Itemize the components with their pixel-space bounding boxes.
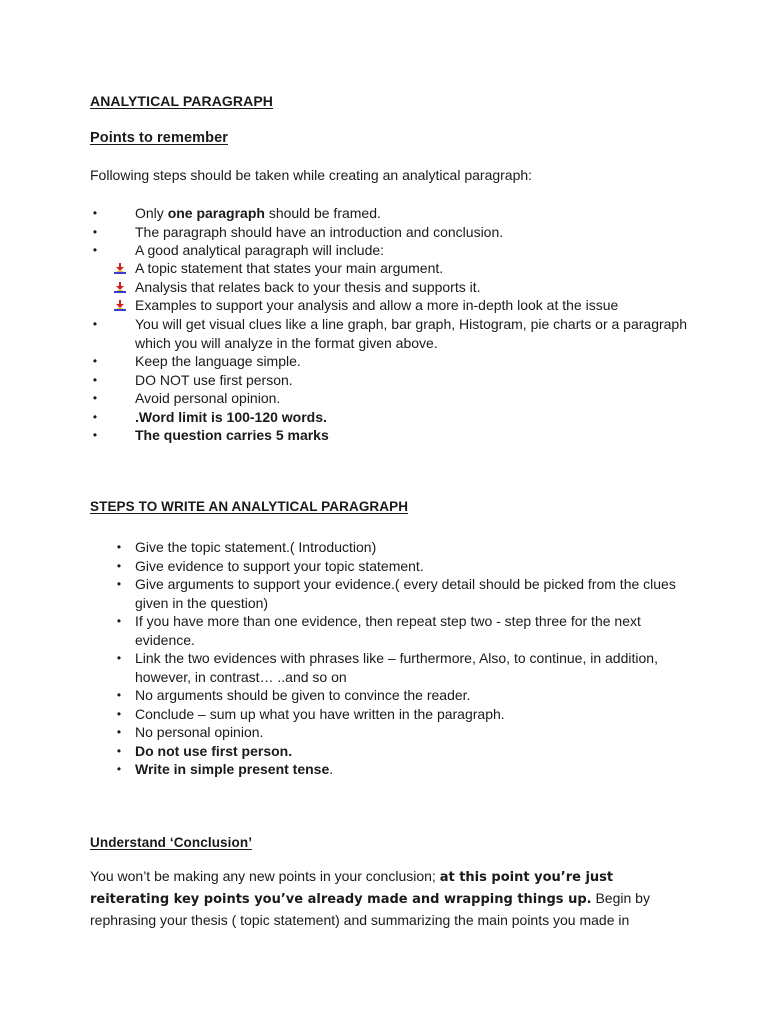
bullet-icon: • <box>92 428 98 442</box>
steps-heading: STEPS TO WRITE AN ANALYTICAL PARAGRAPH <box>90 499 409 514</box>
bullet-icon: • <box>116 688 122 702</box>
points-heading: Points to remember <box>90 130 228 146</box>
conclusion-text-post: Begin by rephrasing your thesis ( topic statement) and summarizing the main points you made in <box>90 890 650 928</box>
document-title: ANALYTICAL PARAGRAPH <box>90 93 273 109</box>
list-item <box>90 723 690 742</box>
list-item <box>90 686 690 705</box>
list-item <box>90 557 690 576</box>
points-list-2 <box>90 315 690 445</box>
point-text: The paragraph should have an introduction and conclusion. <box>135 223 504 240</box>
bullet-icon: • <box>116 614 122 628</box>
point-text: Only <box>135 205 168 221</box>
list-item <box>90 204 690 223</box>
step-text: Give the topic statement.( Introduction) <box>135 539 377 555</box>
bullet-icon: • <box>92 354 98 368</box>
bullet-icon: • <box>116 558 122 573</box>
conclusion-paragraph <box>90 866 690 930</box>
bullet-icon: • <box>92 224 98 239</box>
subpoint-text: A topic statement that states your main argument. <box>135 260 444 276</box>
list-item <box>90 649 690 686</box>
point-text: DO NOT use first person. <box>135 371 293 388</box>
point-bold-text: one paragraph <box>167 205 265 221</box>
bullet-icon: • <box>92 243 98 257</box>
conclusion-text-pre: You won’t be making any new points in your conclusion; <box>90 868 440 884</box>
list-item <box>90 241 690 260</box>
step-suffix: . <box>329 761 334 777</box>
list-item <box>90 352 690 371</box>
list-item <box>90 278 690 297</box>
point-bold-text: .Word limit is 100-120 words. <box>135 408 327 425</box>
point-text: A good analytical paragraph will include: <box>135 242 385 258</box>
points-list <box>90 204 690 260</box>
subpoint-text: Analysis that relates back to your thesis and supports it. <box>135 278 481 295</box>
list-item <box>90 371 690 390</box>
conclusion-heading: Understand ‘Conclusion’ <box>90 835 253 850</box>
step-text: Conclude – sum up what you have written in the paragraph. <box>135 705 505 722</box>
bullet-icon: • <box>92 317 98 331</box>
bullet-icon: • <box>92 206 98 220</box>
bullet-icon: • <box>116 762 122 776</box>
list-item <box>90 259 690 278</box>
step-text: No personal opinion. <box>135 724 264 740</box>
bullet-icon: • <box>116 743 122 758</box>
list-item <box>90 426 690 445</box>
bullet-icon: • <box>116 706 122 721</box>
bullet-icon: • <box>92 409 98 424</box>
list-item <box>90 296 690 315</box>
list-item <box>90 575 690 612</box>
step-text: No arguments should be given to convince the reader. <box>135 687 471 703</box>
subpoints-list <box>90 259 690 315</box>
step-text: Give evidence to support your topic statement. <box>135 557 424 574</box>
point-text: You will get visual clues like a line graph, bar graph, Histogram, pie charts or a paragraph which you will analyze in the format given above. <box>135 316 688 351</box>
step-text: Give arguments to support your evidence.( every detail should be picked from the clues given in the question) <box>135 576 676 611</box>
bullet-icon: • <box>116 540 122 554</box>
point-text: should be framed. <box>264 205 381 221</box>
steps-list <box>90 538 690 779</box>
bullet-icon: • <box>92 372 98 387</box>
step-bold-text: Write in simple present tense <box>135 761 330 777</box>
list-item <box>90 389 690 408</box>
step-bold-text: Do not use first person. <box>135 742 293 759</box>
arrow-bullet-icon <box>114 300 126 312</box>
list-item <box>90 705 690 724</box>
conclusion-bold-text: at this point you’re just reiterating key points you’ve already made and wrapping things up. <box>90 870 614 907</box>
list-item <box>90 538 690 557</box>
bullet-icon: • <box>116 577 122 591</box>
list-item <box>90 612 690 649</box>
arrow-bullet-icon <box>114 282 126 294</box>
step-text: Link the two evidences with phrases like – furthermore, Also, to continue, in addition, however, in contrast… ..and so on <box>135 650 658 685</box>
list-item <box>90 742 690 761</box>
step-text: If you have more than one evidence, then repeat step two - step three for the next evidence. <box>135 613 641 648</box>
point-bold-text: The question carries 5 marks <box>135 427 329 443</box>
bullet-icon: • <box>116 725 122 739</box>
bullet-icon: • <box>116 651 122 665</box>
bullet-icon: • <box>92 391 98 405</box>
point-text: Keep the language simple. <box>135 353 301 369</box>
subpoint-text: Examples to support your analysis and allow a more in-depth look at the issue <box>135 297 619 313</box>
list-item <box>90 408 690 427</box>
intro-text: Following steps should be taken while creating an analytical paragraph: <box>90 167 533 183</box>
list-item <box>90 315 690 352</box>
point-text: Avoid personal opinion. <box>135 390 281 406</box>
list-item <box>90 760 690 779</box>
list-item <box>90 223 690 242</box>
arrow-bullet-icon <box>114 263 126 275</box>
